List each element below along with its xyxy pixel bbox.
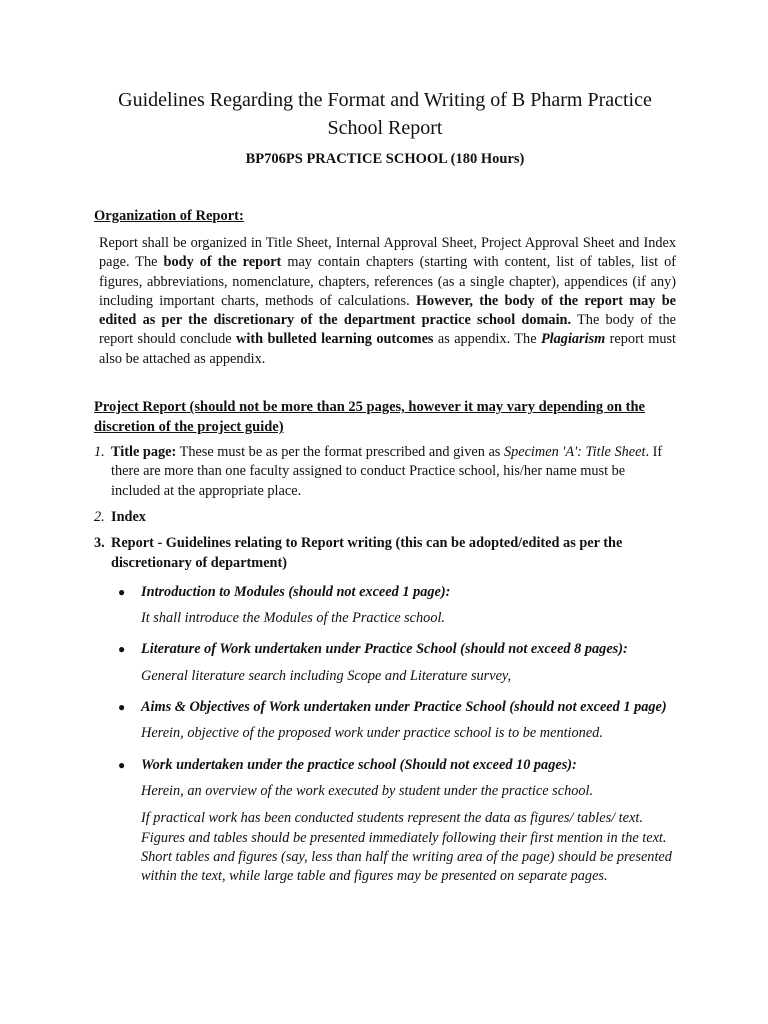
bullet-heading: Aims & Objectives of Work undertaken under Practice School (should not exceed 1 page) xyxy=(141,699,667,716)
list-number: 1. xyxy=(94,444,105,461)
item-text: . If there are more than one faculty assigned to conduct Practice school, his/her name must be included at the appropriate place. xyxy=(111,444,663,499)
report-guidelines-label: Report - Guidelines relating to Report writing (this can be adopted/edited as per the discretionary of department) xyxy=(111,535,623,571)
bullet-item xyxy=(111,698,676,744)
bullet-description: It shall introduce the Modules of the Practice school. xyxy=(141,610,446,627)
para-text: Report shall be organized in Title Sheet, Internal Approval Sheet, Project Approval Sheet and Index page. The xyxy=(99,235,676,271)
bullet-heading: Literature of Work undertaken under Practice School (should not exceed 8 pages): xyxy=(141,641,628,658)
bullet-heading: Introduction to Modules (should not exceed 1 page): xyxy=(141,583,451,600)
document-subtitle: BP706PS PRACTICE SCHOOL (180 Hours) xyxy=(245,151,525,167)
bullet-heading: Work undertaken under the practice school (Should not exceed 10 pages): xyxy=(141,756,577,773)
project-report-heading: Project Report (should not be more than 25 pages, however it may vary depending on the discretion of the project guide) xyxy=(94,399,645,436)
item-text: These must be as per the format prescribed and given as xyxy=(176,444,504,461)
bullet-item xyxy=(111,756,676,887)
document-title: Guidelines Regarding the Format and Writing of B Pharm Practice School Report xyxy=(118,89,652,139)
bullet-item xyxy=(111,583,676,629)
index-label: Index xyxy=(111,508,146,525)
para-text: may contain chapters (starting with content, list of tables, list of figures, abbreviations, nomenclature, chapters, references (as a single chapter), appendices (if any) including important charts, methods of calculations. xyxy=(99,254,677,309)
bullet-description: Herein, an overview of the work executed by student under the practice school. xyxy=(141,782,594,799)
list-number: 2. xyxy=(94,508,105,525)
para-bold-text: with bulleted learning outcomes xyxy=(236,331,434,348)
para-text: as appendix. The xyxy=(433,331,541,348)
item-italic-text: Specimen 'A': Title Sheet xyxy=(503,444,646,461)
list-number: 3. xyxy=(94,535,105,552)
organization-paragraph xyxy=(99,234,676,369)
title-page-label: Title page: xyxy=(111,444,177,461)
bullet-icon: ● xyxy=(118,700,126,715)
para-bold-text: However, the body of the report may be edited as per the discretionary of the department practice school domain. xyxy=(99,292,676,329)
list-item-report-guidelines xyxy=(94,534,676,886)
bullet-description: Herein, objective of the proposed work under practice school is to be mentioned. xyxy=(141,725,603,742)
bullet-item xyxy=(111,640,676,686)
para-text: report must also be attached as appendix. xyxy=(99,331,677,367)
guideline-bullets xyxy=(111,583,676,887)
list-item-title-page xyxy=(94,443,676,501)
para-text: The body of the report should conclude xyxy=(99,312,676,348)
organization-heading: Organization of Report: xyxy=(94,208,244,224)
para-bold-text: body of the report xyxy=(163,254,282,271)
bullet-description-extra: If practical work has been conducted students represent the data as figures/ tables/ text. Figures and tables should be presented immediately following their first mention in the text. Short tables and figures (say, less than half the writing area of the page) should be presented within the text, while large table and figures may be presented on separate pages. xyxy=(141,810,672,885)
list-item-index xyxy=(94,508,676,527)
project-report-list xyxy=(94,443,676,886)
bullet-icon: ● xyxy=(118,642,126,657)
para-bold-italic-text: Plagiarism xyxy=(540,331,606,348)
bullet-icon: ● xyxy=(118,584,126,599)
bullet-description: General literature search including Scope and Literature survey, xyxy=(141,667,512,684)
bullet-icon: ● xyxy=(118,757,126,772)
